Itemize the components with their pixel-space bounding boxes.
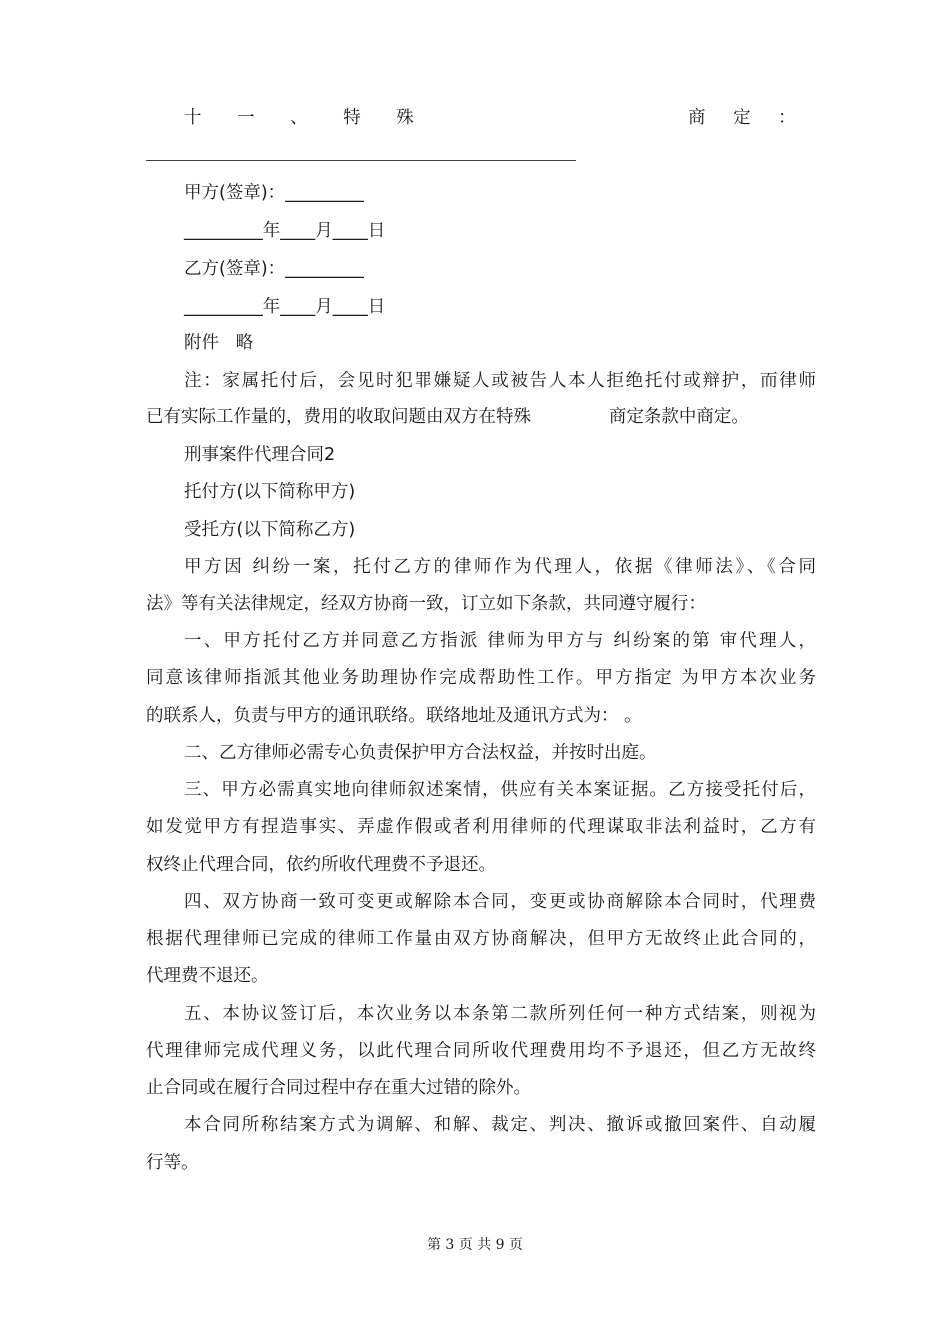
note-line-2: 已有实际工作量的，费用的收取问题由双方在特殊 商定条款中商定。 (146, 407, 749, 427)
contract2-party-a: 托付方(以下简称甲方) (184, 482, 356, 502)
closing-line-1: 本合同所称结案方式为调解、和解、裁定、判决、撤诉或撤回案件、自动履 (184, 1115, 816, 1135)
clause-4-line-2: 根据代理律师已完成的律师工作量由双方协商解决，但甲方无故终止此合同的， (146, 929, 816, 949)
clause-1-line-2: 同意该律师指派其他业务助理协作完成帮助性工作。甲方指定 为甲方本次业务 (146, 668, 816, 688)
contract2-title: 刑事案件代理合同2 (184, 445, 336, 465)
section-heading-left: 十 一 、 特 殊 (184, 108, 415, 128)
clause-5-line-3: 止合同或在履行合同过程中存在重大过错的除外。 (146, 1078, 531, 1098)
paragraph-intro-line-2: 法》等有关法律规定，经双方协商一致，订立如下条款，共同遵守履行： (146, 594, 706, 614)
clause-3-line-1: 三、甲方必需真实地向律师叙述案情，供应有关本案证据。乙方接受托付后， (184, 780, 816, 800)
party-a-signature: 甲方(签章)：_________ (184, 183, 364, 203)
closing-line-2: 行等。 (146, 1153, 199, 1173)
section-heading-right: 商 定 ： (688, 108, 796, 128)
clause-2-line-1: 二、乙方律师必需专心负责保护甲方合法权益，并按时出庭。 (184, 743, 657, 763)
attachment-line: 附件 略 (184, 333, 254, 353)
note-line-1: 注：家属托付后，会见时犯罪嫌疑人或被告人本人拒绝托付或辩护，而律师 (184, 371, 816, 391)
page-number-footer: 第 3 页 共 9 页 (426, 1237, 524, 1253)
paragraph-intro-line-1: 甲方因 纠纷一案，托付乙方的律师作为代理人，依据《律师法》、《合同 (184, 557, 816, 577)
clause-3-line-3: 权终止代理合同，依约所收代理费不予退还。 (146, 855, 496, 875)
clause-4-line-1: 四、双方协商一致可变更或解除本合同，变更或协商解除本合同时，代理费 (184, 892, 816, 912)
blank-underline (146, 160, 576, 161)
clause-1-line-3: 的联系人，负责与甲方的通讯联络。联络地址及通讯方式为： 。 (146, 706, 642, 726)
party-b-date: _________年____月____日 (184, 297, 386, 317)
clause-1-line-1: 一、甲方托付乙方并同意乙方指派 律师为甲方与 纠纷案的第 审代理人， (184, 631, 816, 651)
clause-3-line-2: 如发觉甲方有捏造事实、弄虚作假或者利用律师的代理谋取非法利益时，乙方有 (146, 817, 816, 837)
clause-5-line-1: 五、本协议签订后，本次业务以本条第二款所列任何一种方式结案，则视为 (184, 1004, 816, 1024)
party-b-signature: 乙方(签章)：_________ (184, 259, 364, 279)
clause-4-line-3: 代理费不退还。 (146, 966, 269, 986)
party-a-date: _________年____月____日 (184, 221, 386, 241)
contract2-party-b: 受托方(以下简称乙方) (184, 520, 356, 540)
clause-5-line-2: 代理律师完成代理义务，以此代理合同所收代理费用均不予退还，但乙方无故终 (146, 1041, 816, 1061)
